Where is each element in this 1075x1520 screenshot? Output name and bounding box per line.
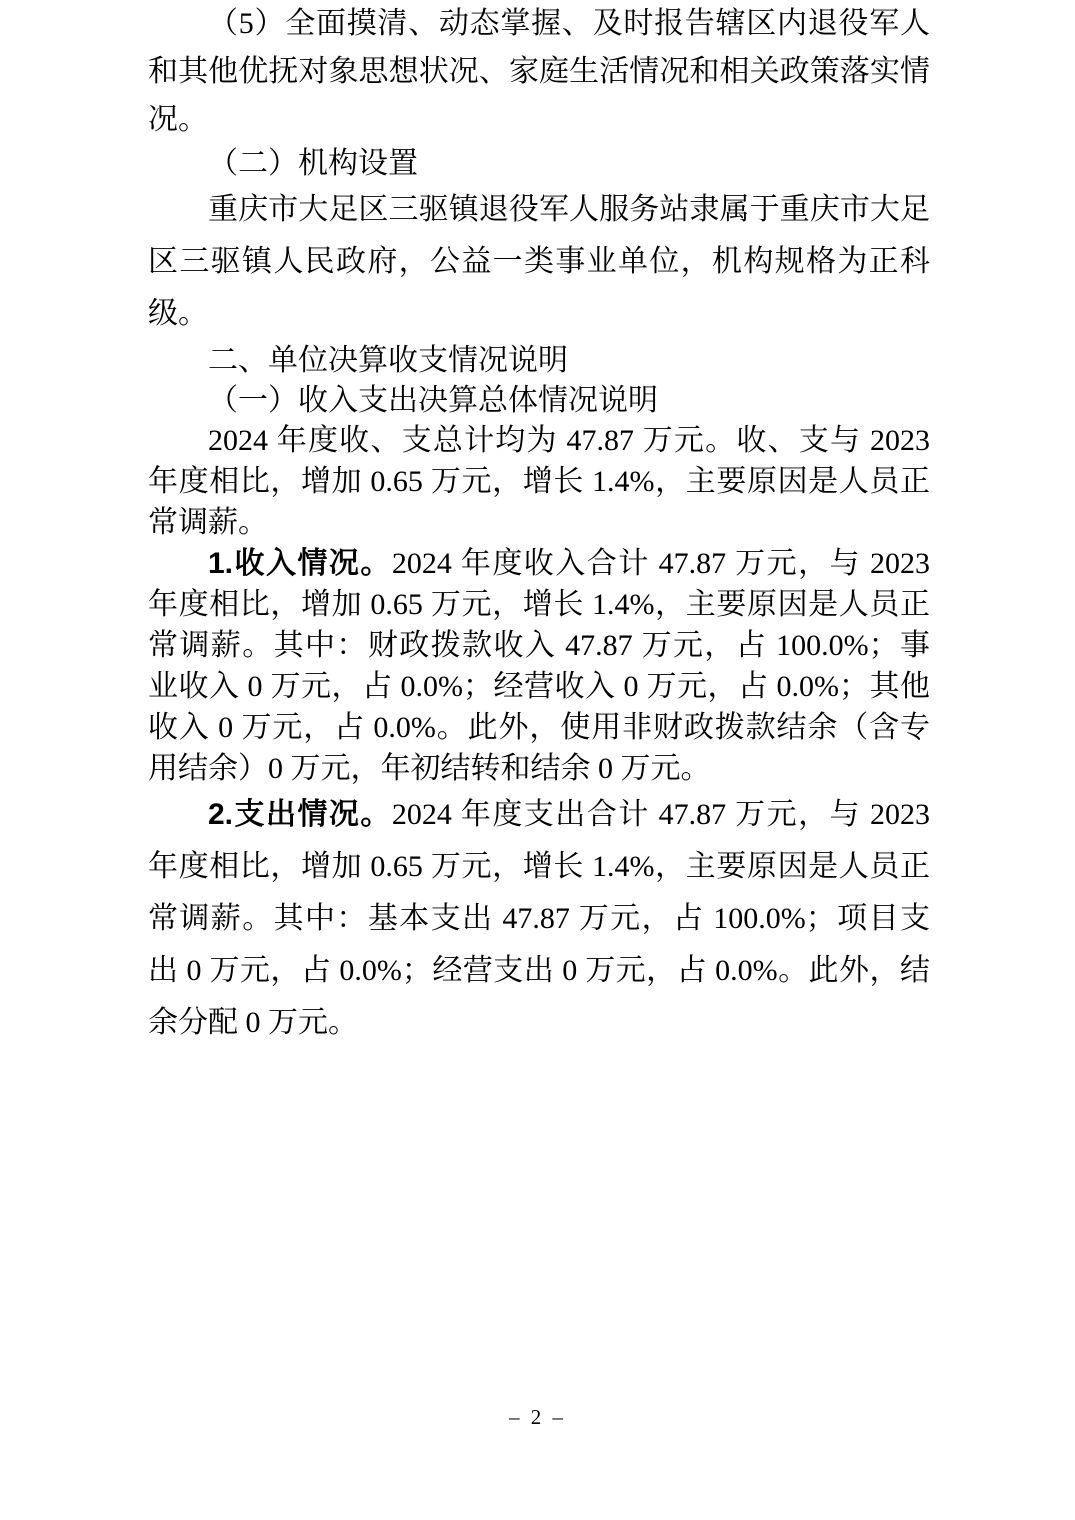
- heading-section-2: 二、单位决算收支情况说明: [208, 344, 568, 377]
- paragraph-expense: [148, 789, 930, 1049]
- document-body: [148, 0, 930, 1049]
- heading-org-setup: （二）机构设置: [208, 147, 418, 180]
- paragraph-total-summary: 2024 年度收、支总计均为 47.87 万元。收、支与 2023 年度相比，增加 0.65 万元，增长 1.4%，主要原因是人员正常调薪。: [148, 424, 930, 539]
- income-text: 2024 年度收入合计 47.87 万元，与 2023 年度相比，增加 0.65 万元，增长 1.4%，主要原因是人员正常调薪。其中：财政拨款收入 47.87 万元，占 100.0%；事业收入 0 万元，占 0.0%；经营收入 0 万元，占 0.0%；其他收入 0 万元，占 0.0%。此外，使用非财政拨款结余（含专用结余）0 万元，年初结转和结余 0 万元。: [148, 547, 931, 785]
- expense-text: 2024 年度支出合计 47.87 万元，与 2023 年度相比，增加 0.65 万元，增长 1.4%，主要原因是人员正常调薪。其中：基本支出 47.87 万元，占 100.0%；项目支出 0 万元，占 0.0%；经营支出 0 万元，占 0.0%。此外，结余分配 0 万元。: [148, 798, 931, 1039]
- paragraph-income: [148, 543, 930, 789]
- paragraph-duty-item-5: （5）全面摸清、动态掌握、及时报告辖区内退役军人和其他优抚对象思想状况、家庭生活情况和相关政策落实情况。: [148, 7, 930, 136]
- expense-lead-label: 2.支出情况。: [208, 798, 392, 831]
- paragraph-org-affiliation: 重庆市大足区三驱镇退役军人服务站隶属于重庆市大足区三驱镇人民政府，公益一类事业单位，机构规格为正科级。: [148, 193, 930, 330]
- income-lead-label: 1.收入情况。: [208, 547, 392, 580]
- heading-section-2-1: （一）收入支出决算总体情况说明: [208, 384, 658, 417]
- page-number: – 2 –: [509, 1405, 566, 1429]
